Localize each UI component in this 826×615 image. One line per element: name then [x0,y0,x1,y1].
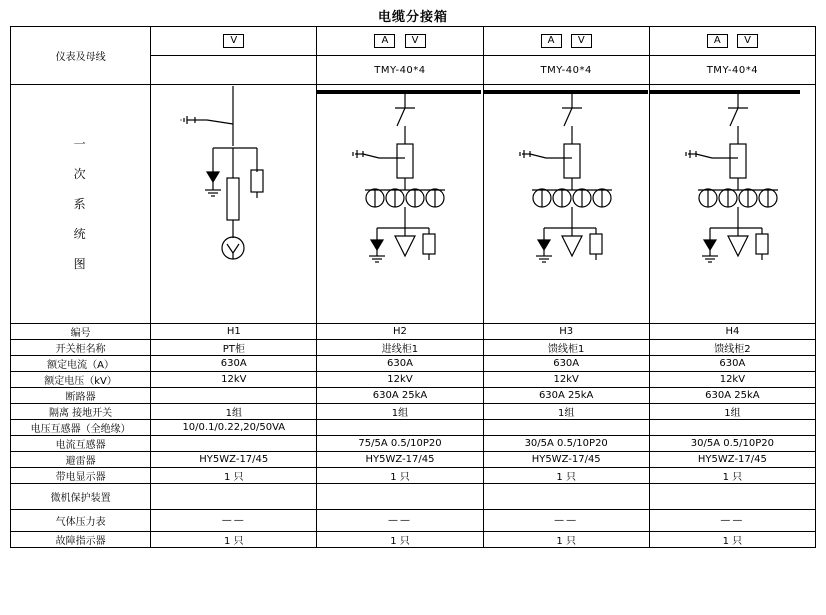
row-cell: 630A 25kA [649,388,815,404]
bus-label-2: TMY-40*4 [317,56,483,85]
table-row [11,372,816,388]
row-cell: —— [151,510,317,532]
row-cell: 12kV [649,372,815,388]
diagram-label-5: 图 [73,257,88,271]
row-cell: 1 只 [151,532,317,548]
row-cell: 30/5A 0.5/10P20 [483,436,649,452]
row-cell [483,484,649,510]
bus-label-1 [151,56,317,85]
diagram-row [11,85,816,324]
row-cell: H4 [649,324,815,340]
row-cell: 1组 [317,404,483,420]
table-row [11,324,816,340]
row-label: 电流互感器 [11,436,151,452]
row-label: 气体压力表 [11,510,151,532]
row-label: 编号 [11,324,151,340]
row-cell: 1 只 [317,468,483,484]
single-line-diagram-feeder-2 [649,85,815,324]
page-title: 电缆分接箱 [377,10,448,25]
diagram-label-1: 一 [73,137,88,151]
row-cell: —— [483,510,649,532]
row-cell: 馈线柜1 [483,340,649,356]
row-cell: 1 只 [151,468,317,484]
row-cell: 30/5A 0.5/10P20 [649,436,815,452]
row-cell: HY5WZ-17/45 [483,452,649,468]
diagram-label-3: 系 [73,197,88,211]
row-cell: H3 [483,324,649,340]
diagram-label-4: 统 [73,227,88,241]
row-cell [151,436,317,452]
table-row [11,452,816,468]
row-cell: 1 只 [317,532,483,548]
row-cell: —— [649,510,815,532]
switchgear-table [10,26,816,548]
row-cell [649,420,815,436]
meters-cell-4 [649,27,815,56]
row-cell: 1组 [483,404,649,420]
row-cell: 630A [151,356,317,372]
row-cell: PT柜 [151,340,317,356]
meters-cell-1 [151,27,317,56]
meter-v-icon: V [571,34,592,48]
row-cell: HY5WZ-17/45 [151,452,317,468]
row-label: 断路器 [11,388,151,404]
row-label: 开关柜名称 [11,340,151,356]
bus-label-4: TMY-40*4 [649,56,815,85]
meter-header-row [11,27,816,56]
single-line-diagram-incoming-1 [317,85,483,324]
row-cell: HY5WZ-17/45 [317,452,483,468]
row-cell: 进线柜1 [317,340,483,356]
single-line-diagram-pt [151,85,317,324]
table-row [11,532,816,548]
row-cell: 12kV [151,372,317,388]
row-cell: 1组 [151,404,317,420]
row-cell: H1 [151,324,317,340]
row-label: 带电显示器 [11,468,151,484]
meter-a-icon: A [707,34,728,48]
row-label: 额定电压（kV） [11,372,151,388]
row-cell: 12kV [483,372,649,388]
row-cell: 10/0.1/0.22,20/50VA [151,420,317,436]
single-line-diagram-feeder-1 [483,85,649,324]
diagram-label-2: 次 [73,167,88,181]
row-cell: 630A 25kA [483,388,649,404]
table-row [11,340,816,356]
table-row [11,388,816,404]
row-cell: 1 只 [483,468,649,484]
row-cell [317,420,483,436]
row-cell: 1 只 [649,532,815,548]
row-cell: 630A [317,356,483,372]
row-cell [317,484,483,510]
row-cell [483,420,649,436]
row-label: 电压互感器（全绝缘） [11,420,151,436]
row-cell: HY5WZ-17/45 [649,452,815,468]
row-cell: 馈线柜2 [649,340,815,356]
bus-label-3: TMY-40*4 [483,56,649,85]
row-cell: 1 只 [649,468,815,484]
row-label: 隔离 接地开关 [11,404,151,420]
meter-v-icon: V [223,34,244,48]
meter-v-icon: V [405,34,426,48]
table-row [11,404,816,420]
row-cell [151,484,317,510]
table-row [11,356,816,372]
row-label: 额定电流（A） [11,356,151,372]
meter-v-icon: V [737,34,758,48]
row-cell: 1组 [649,404,815,420]
row-cell [649,484,815,510]
row-cell: 1 只 [483,532,649,548]
row-cell: —— [317,510,483,532]
table-row [11,436,816,452]
row-cell: H2 [317,324,483,340]
row-cell: 75/5A 0.5/10P20 [317,436,483,452]
table-row [11,420,816,436]
row-label: 故障指示器 [11,532,151,548]
meter-a-icon: A [374,34,395,48]
diagram-row-label [11,85,151,324]
row-cell: 630A [483,356,649,372]
meter-a-icon: A [541,34,562,48]
table-row [11,510,816,532]
header-label: 仪表及母线 [11,27,151,85]
table-row [11,484,816,510]
row-label: 微机保护装置 [11,484,151,510]
row-cell: 630A 25kA [317,388,483,404]
meters-cell-3 [483,27,649,56]
meters-cell-2 [317,27,483,56]
row-cell: 12kV [317,372,483,388]
row-label: 避雷器 [11,452,151,468]
row-cell: 630A [649,356,815,372]
row-cell [151,388,317,404]
table-row [11,468,816,484]
